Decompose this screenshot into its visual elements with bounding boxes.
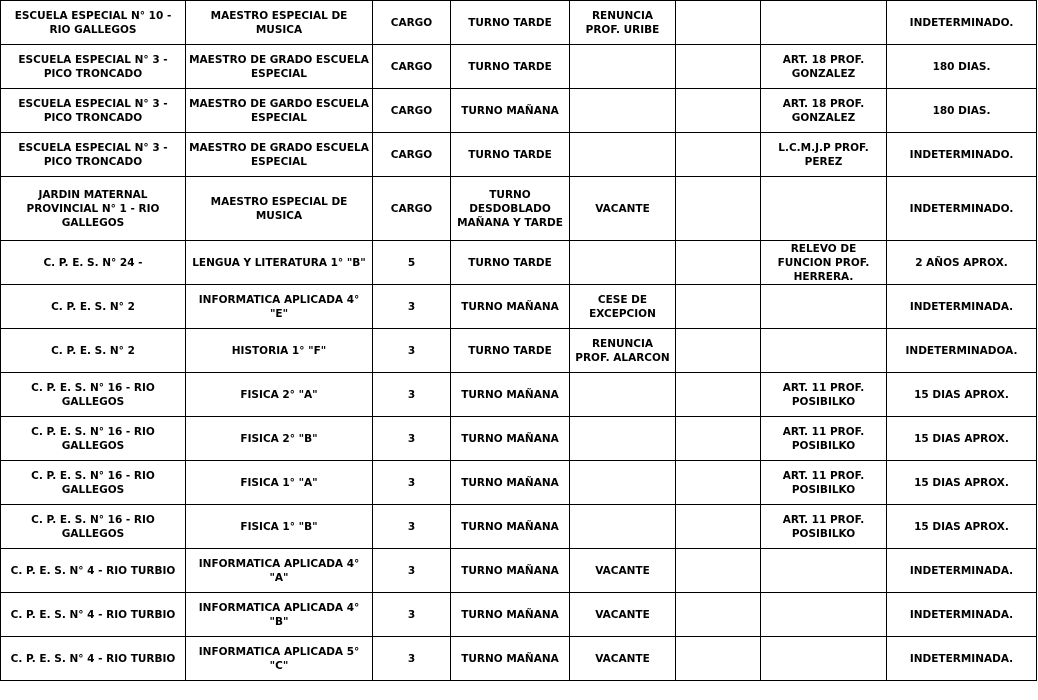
table-row: [1, 133, 1037, 177]
type-cell: 3: [373, 417, 451, 461]
reason-cell: [570, 461, 676, 505]
table-row: [1, 637, 1037, 681]
empty-cell: [676, 285, 761, 329]
replacement-cell: ART. 11 PROF. POSIBILKO: [761, 373, 887, 417]
reason-cell: CESE DE EXCEPCION: [570, 285, 676, 329]
school-cell: C. P. E. S. N° 16 - RIO GALLEGOS: [1, 461, 186, 505]
subject-cell: INFORMATICA APLICADA 4° "B": [186, 593, 373, 637]
shift-cell: TURNO MAÑANA: [451, 89, 570, 133]
school-cell: C. P. E. S. N° 4 - RIO TURBIO: [1, 549, 186, 593]
replacement-cell: ART. 11 PROF. POSIBILKO: [761, 505, 887, 549]
type-cell: 5: [373, 241, 451, 285]
replacement-cell: [761, 329, 887, 373]
type-cell: CARGO: [373, 89, 451, 133]
shift-cell: TURNO MAÑANA: [451, 549, 570, 593]
duration-cell: 180 DIAS.: [887, 89, 1037, 133]
reason-cell: [570, 241, 676, 285]
table-row: [1, 461, 1037, 505]
type-cell: CARGO: [373, 45, 451, 89]
type-cell: CARGO: [373, 177, 451, 241]
empty-cell: [676, 373, 761, 417]
replacement-cell: [761, 593, 887, 637]
shift-cell: TURNO MAÑANA: [451, 461, 570, 505]
shift-cell: TURNO TARDE: [451, 45, 570, 89]
duration-cell: INDETERMINADA.: [887, 637, 1037, 681]
subject-cell: MAESTRO DE GRADO ESCUELA ESPECIAL: [186, 133, 373, 177]
replacement-cell: ART. 11 PROF. POSIBILKO: [761, 461, 887, 505]
replacement-cell: [761, 549, 887, 593]
table-row: [1, 593, 1037, 637]
school-cell: C. P. E. S. N° 16 - RIO GALLEGOS: [1, 417, 186, 461]
duration-cell: 2 AÑOS APROX.: [887, 241, 1037, 285]
type-cell: CARGO: [373, 133, 451, 177]
duration-cell: 15 DIAS APROX.: [887, 417, 1037, 461]
duration-cell: 15 DIAS APROX.: [887, 461, 1037, 505]
subject-cell: MAESTRO DE GARDO ESCUELA ESPECIAL: [186, 89, 373, 133]
reason-cell: [570, 505, 676, 549]
duration-cell: INDETERMINADA.: [887, 549, 1037, 593]
reason-cell: [570, 373, 676, 417]
reason-cell: VACANTE: [570, 177, 676, 241]
empty-cell: [676, 241, 761, 285]
subject-cell: FISICA 2° "B": [186, 417, 373, 461]
reason-cell: VACANTE: [570, 593, 676, 637]
type-cell: 3: [373, 373, 451, 417]
table-row: [1, 241, 1037, 285]
type-cell: 3: [373, 593, 451, 637]
duration-cell: INDETERMINADA.: [887, 285, 1037, 329]
reason-cell: RENUNCIA PROF. URIBE: [570, 1, 676, 45]
subject-cell: MAESTRO ESPECIAL DE MUSICA: [186, 1, 373, 45]
shift-cell: TURNO MAÑANA: [451, 637, 570, 681]
empty-cell: [676, 637, 761, 681]
empty-cell: [676, 593, 761, 637]
subject-cell: LENGUA Y LITERATURA 1° "B": [186, 241, 373, 285]
subject-cell: FISICA 2° "A": [186, 373, 373, 417]
replacement-cell: [761, 637, 887, 681]
school-cell: ESCUELA ESPECIAL N° 3 - PICO TRONCADO: [1, 45, 186, 89]
type-cell: CARGO: [373, 1, 451, 45]
reason-cell: [570, 133, 676, 177]
replacement-cell: L.C.M.J.P PROF. PEREZ: [761, 133, 887, 177]
subject-cell: INFORMATICA APLICADA 4° "E": [186, 285, 373, 329]
shift-cell: TURNO MAÑANA: [451, 505, 570, 549]
table-row: [1, 373, 1037, 417]
duration-cell: INDETERMINADOA.: [887, 329, 1037, 373]
shift-cell: TURNO MAÑANA: [451, 593, 570, 637]
duration-cell: 15 DIAS APROX.: [887, 373, 1037, 417]
type-cell: 3: [373, 637, 451, 681]
empty-cell: [676, 461, 761, 505]
type-cell: 3: [373, 549, 451, 593]
empty-cell: [676, 177, 761, 241]
subject-cell: MAESTRO DE GRADO ESCUELA ESPECIAL: [186, 45, 373, 89]
type-cell: 3: [373, 285, 451, 329]
reason-cell: VACANTE: [570, 637, 676, 681]
type-cell: 3: [373, 461, 451, 505]
shift-cell: TURNO MAÑANA: [451, 285, 570, 329]
empty-cell: [676, 417, 761, 461]
school-cell: C. P. E. S. N° 4 - RIO TURBIO: [1, 637, 186, 681]
replacement-cell: RELEVO DE FUNCION PROF. HERRERA.: [761, 241, 887, 285]
subject-cell: FISICA 1° "A": [186, 461, 373, 505]
replacement-cell: ART. 11 PROF. POSIBILKO: [761, 417, 887, 461]
shift-cell: TURNO MAÑANA: [451, 373, 570, 417]
duration-cell: INDETERMINADO.: [887, 177, 1037, 241]
school-cell: C. P. E. S. N° 2: [1, 285, 186, 329]
table-row: [1, 285, 1037, 329]
school-cell: C. P. E. S. N° 2: [1, 329, 186, 373]
duration-cell: INDETERMINADO.: [887, 1, 1037, 45]
shift-cell: TURNO TARDE: [451, 1, 570, 45]
duration-cell: 180 DIAS.: [887, 45, 1037, 89]
subject-cell: HISTORIA 1° "F": [186, 329, 373, 373]
reason-cell: [570, 417, 676, 461]
replacement-cell: [761, 177, 887, 241]
reason-cell: RENUNCIA PROF. ALARCON: [570, 329, 676, 373]
reason-cell: VACANTE: [570, 549, 676, 593]
empty-cell: [676, 1, 761, 45]
table-row: [1, 417, 1037, 461]
replacement-cell: [761, 1, 887, 45]
school-cell: C. P. E. S. N° 24 -: [1, 241, 186, 285]
school-cell: ESCUELA ESPECIAL N° 3 - PICO TRONCADO: [1, 89, 186, 133]
replacement-cell: [761, 285, 887, 329]
table-row: [1, 549, 1037, 593]
school-cell: C. P. E. S. N° 16 - RIO GALLEGOS: [1, 505, 186, 549]
reason-cell: [570, 89, 676, 133]
empty-cell: [676, 89, 761, 133]
subject-cell: FISICA 1° "B": [186, 505, 373, 549]
school-cell: C. P. E. S. N° 16 - RIO GALLEGOS: [1, 373, 186, 417]
empty-cell: [676, 505, 761, 549]
shift-cell: TURNO TARDE: [451, 133, 570, 177]
empty-cell: [676, 549, 761, 593]
duration-cell: INDETERMINADO.: [887, 133, 1037, 177]
school-cell: ESCUELA ESPECIAL N° 10 - RIO GALLEGOS: [1, 1, 186, 45]
empty-cell: [676, 45, 761, 89]
shift-cell: TURNO MAÑANA: [451, 417, 570, 461]
school-cell: C. P. E. S. N° 4 - RIO TURBIO: [1, 593, 186, 637]
shift-cell: TURNO TARDE: [451, 329, 570, 373]
school-cell: JARDIN MATERNAL PROVINCIAL N° 1 - RIO GALLEGOS: [1, 177, 186, 241]
table-row: [1, 45, 1037, 89]
table-row: [1, 1, 1037, 45]
shift-cell: TURNO DESDOBLADO MAÑANA Y TARDE: [451, 177, 570, 241]
subject-cell: MAESTRO ESPECIAL DE MUSICA: [186, 177, 373, 241]
table-body: [1, 1, 1037, 681]
table-row: [1, 89, 1037, 133]
school-cell: ESCUELA ESPECIAL N° 3 - PICO TRONCADO: [1, 133, 186, 177]
replacement-cell: ART. 18 PROF. GONZALEZ: [761, 89, 887, 133]
subject-cell: INFORMATICA APLICADA 5° "C": [186, 637, 373, 681]
table-row: [1, 177, 1037, 241]
type-cell: 3: [373, 505, 451, 549]
empty-cell: [676, 329, 761, 373]
duration-cell: INDETERMINADA.: [887, 593, 1037, 637]
subject-cell: INFORMATICA APLICADA 4° "A": [186, 549, 373, 593]
shift-cell: TURNO TARDE: [451, 241, 570, 285]
table-row: [1, 505, 1037, 549]
replacement-cell: ART. 18 PROF. GONZALEZ: [761, 45, 887, 89]
duration-cell: 15 DIAS APROX.: [887, 505, 1037, 549]
empty-cell: [676, 133, 761, 177]
table-row: [1, 329, 1037, 373]
type-cell: 3: [373, 329, 451, 373]
reason-cell: [570, 45, 676, 89]
